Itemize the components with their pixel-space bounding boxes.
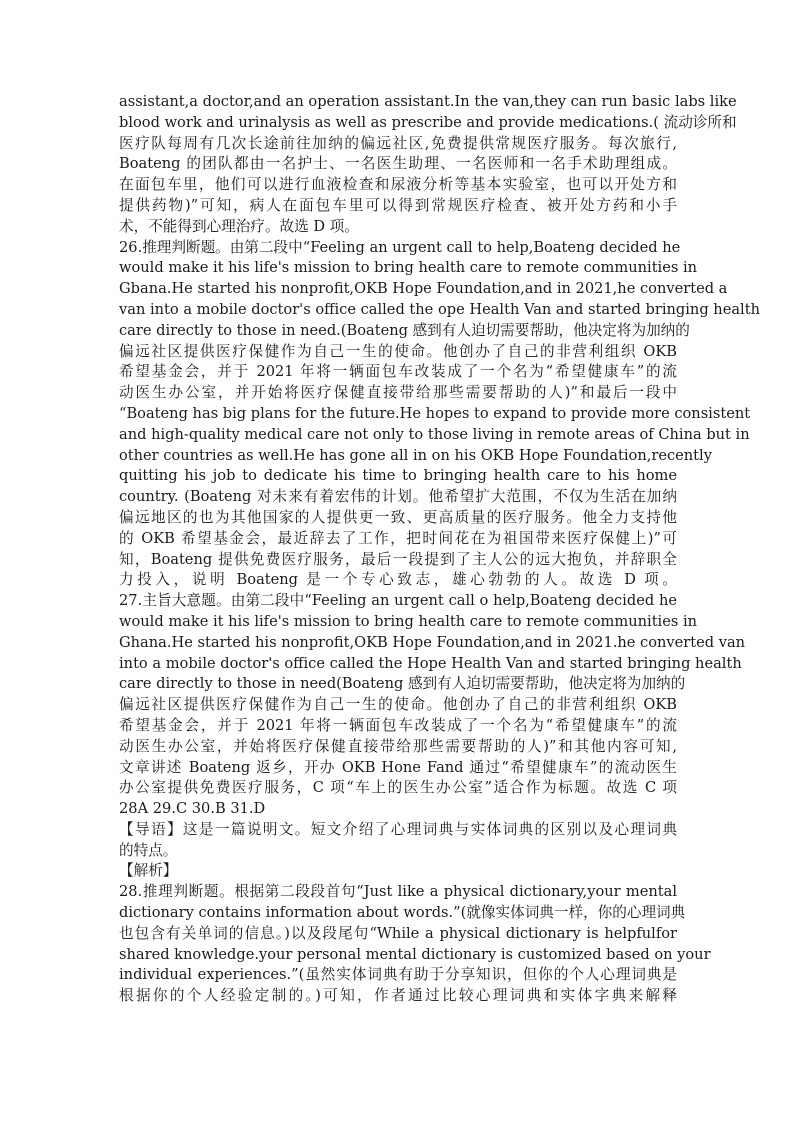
text-line: 文章讲述 Boateng 返乡，开办 OKB Hone Fand 通过“希望健康车”的流动医生 xyxy=(119,758,677,776)
text-line: 也包含有关单词的信息。)以及段尾句“While a physical dictionary is helpfulfor xyxy=(119,924,677,942)
text-line: individual experiences.”(虽然实体词典有助于分享知识，但你的个人心理词典是 xyxy=(119,966,677,984)
text-line: 26.推理判断题。由第二段中“Feeling an urgent call to help,Boateng decided he xyxy=(119,238,681,256)
text-line: Boateng 的团队都由一名护士、一名医生助理、一名医师和一名手术助理组成。 xyxy=(119,155,677,173)
text-line: and high-quality medical care not only to those living in remote areas of China but in xyxy=(119,425,750,443)
text-line: 27.主旨大意题。由第二段中“Feeling an urgent call o help,Boateng decided he xyxy=(119,592,677,610)
text-line: would make it his life's mission to bring health care to remote communities in xyxy=(119,259,698,277)
text-line: 术，不能得到心理治疗。故选 D 项。 xyxy=(119,217,359,235)
text-line: 动医生办公室，并始将医疗保健直接带给那些需要帮助的人)”和其他内容可知, xyxy=(119,737,677,755)
text-line: 【导语】这是一篇说明文。短文介绍了心理词典与实体词典的区别以及心理词典 xyxy=(119,820,677,838)
text-line: dictionary contains information about words.”(就像实体词典一样，你的心理词典 xyxy=(119,904,686,922)
text-line: 28.推理判断题。根据第二段段首句“Just like a physical dictionary,your mental xyxy=(119,883,677,901)
text-line: 【解析】 xyxy=(119,862,178,880)
text-line: into a mobile doctor's office called the Hope Health Van and started bringing health xyxy=(119,654,742,672)
text-line: Ghana.He started his nonprofit,OKB Hope Foundation,and in 2021.he converted van xyxy=(119,633,746,651)
text-line: care directly to those in need(Boateng 感到有人迫切需要帮助，他决定将为加纳的 xyxy=(119,675,686,693)
text-line: Gbana.He started his nonprofit,OKB Hope Foundation,and in 2021,he converted a xyxy=(119,280,728,298)
text-line: 偏远社区提供医疗保健作为自己一生的使命。他创办了自己的非营利组织 OKB xyxy=(119,696,677,714)
text-line: other countries as well.He has gone all in on his OKB Hope Foundation,recently xyxy=(119,446,712,464)
text-line: 偏远社区提供医疗保健作为自己一生的使命。他创办了自己的非营利组织 OKB xyxy=(119,342,677,360)
text-line: quitting his job to dedicate his time to bringing health care to his home xyxy=(119,467,677,485)
text-line: blood work and urinalysis as well as prescribe and provide medications.( 流动诊所和 xyxy=(119,113,737,131)
text-line: assistant,a doctor,and an operation assistant.In the van,they can run basic labs like xyxy=(119,93,737,110)
text-line: 动医生办公室，并开始将医疗保健直接带给那些需要帮助的人)”和最后一段中 xyxy=(119,384,677,402)
text-line: shared knowledge.your personal mental dictionary is customized based on your xyxy=(119,945,711,963)
text-line: 知，Boateng 提供免费医疗服务，最后一段提到了主人公的远大抱负，并辞职全 xyxy=(119,550,677,568)
text-line: 28A 29.C 30.B 31.D xyxy=(119,800,266,818)
text-line: 医疗队每周有几次长途前往加纳的偏远社区,免费提供常规医疗服务。每次旅行, xyxy=(119,134,677,152)
text-line: 力投入，说明 Boateng 是一个专心致志，雄心勃勃的人。故选 D 项。 xyxy=(119,571,677,589)
text-line: “Boateng has big plans for the future.He hopes to expand to provide more consistent xyxy=(119,404,751,422)
text-line: van into a mobile doctor's office called the ope Health Van and started bringing health xyxy=(119,300,760,318)
text-line: 希望基金会，并于 2021 年将一辆面包车改装成了一个名为“希望健康车”的流 xyxy=(119,363,677,381)
text-line: 希望基金会，并于 2021 年将一辆面包车改装成了一个名为“希望健康车”的流 xyxy=(119,716,677,734)
text-line: care directly to those in need.(Boateng 感到有人迫切需要帮助，他决定将为加纳的 xyxy=(119,321,690,339)
answer-explanation-page xyxy=(119,92,760,1007)
text-line: 的特点。 xyxy=(119,841,178,859)
text-line: 偏远地区的也为其他国家的人提供更一致、更高质量的医疗服务。他全力支持他 xyxy=(119,508,677,526)
text-line: 根据你的个人经验定制的。)可知，作者通过比较心理词典和实体字典来解释 xyxy=(119,987,677,1005)
text-line: would make it his life's mission to bring health care to remote communities in xyxy=(119,612,698,630)
text-line: 办公室提供免费医疗服务，C 项“车上的医生办公室”适合作为标题。故选 C 项 xyxy=(119,779,677,797)
text-line: 提供药物)”可知，病人在面包车里可以得到常规医疗检查、被开处方药和小手 xyxy=(119,196,677,214)
text-line: 在面包车里，他们可以进行血液检查和尿液分析等基本实验室，也可以开处方和 xyxy=(119,176,677,194)
text-line: 的 OKB 希望基金会，最近辞去了工作，把时间花在为祖国带来医疗保健上)”可 xyxy=(119,529,677,547)
text-line: country. (Boateng 对未来有着宏伟的计划。他希望扩大范围，不仅为生活在加纳 xyxy=(119,488,677,506)
